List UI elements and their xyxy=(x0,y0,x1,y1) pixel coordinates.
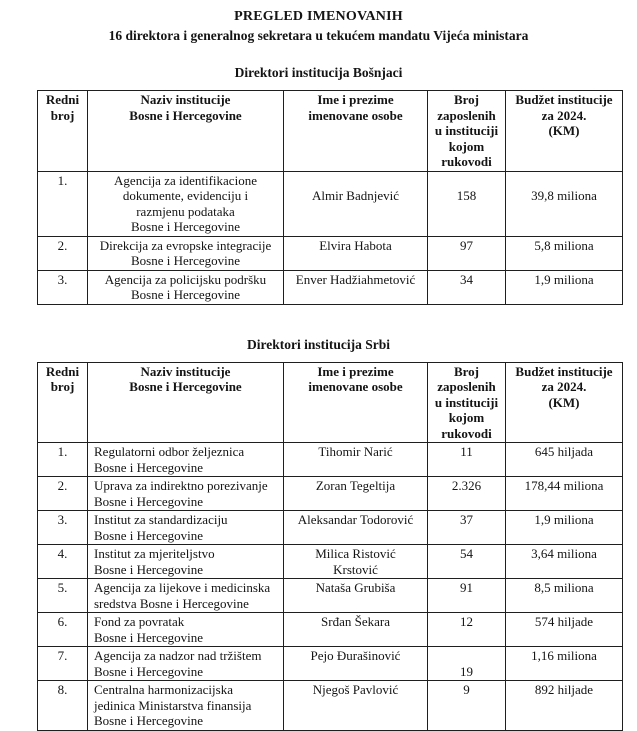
institution-cell: Institut za mjeriteljstvo Bosne i Hercegovine xyxy=(88,545,284,579)
employees-cell: 2.326 xyxy=(428,477,506,511)
row-number-cell: 5. xyxy=(38,579,88,613)
institution-cell: Direkcija za evropske integracije Bosne i Hercegovine xyxy=(88,236,284,270)
table-row xyxy=(38,236,623,270)
header-cell-redni-broj: Redni broj xyxy=(38,91,88,172)
institution-cell: Uprava za indirektno porezivanje Bosne i Hercegovine xyxy=(88,477,284,511)
table-row xyxy=(38,579,623,613)
employees-cell: 91 xyxy=(428,579,506,613)
table-row xyxy=(38,171,623,236)
person-cell: Aleksandar Todorović xyxy=(284,511,428,545)
institution-cell: Institut za standardizaciju Bosne i Hercegovine xyxy=(88,511,284,545)
header-row xyxy=(38,91,623,172)
header-cell-redni-broj: Redni broj xyxy=(38,362,88,443)
employees-cell: 34 xyxy=(428,270,506,304)
table-row xyxy=(38,443,623,477)
employees-cell: 9 xyxy=(428,681,506,731)
header-cell-budzet: Budžet institucije za 2024. (KM) xyxy=(506,91,623,172)
table-row xyxy=(38,545,623,579)
person-cell: Almir Badnjević xyxy=(284,171,428,236)
institution-cell: Agencija za identifikacione dokumente, evidenciju i razmjenu podataka Bosne i Hercegovine xyxy=(88,171,284,236)
row-number-cell: 1. xyxy=(38,443,88,477)
person-cell: Njegoš Pavlović xyxy=(284,681,428,731)
employees-cell: 37 xyxy=(428,511,506,545)
employees-cell: 19 xyxy=(428,647,506,681)
budget-cell: 39,8 miliona xyxy=(506,171,623,236)
header-cell-naziv-institucije: Naziv institucije Bosne i Hercegovine xyxy=(88,362,284,443)
employees-cell: 97 xyxy=(428,236,506,270)
budget-cell: 892 hiljade xyxy=(506,681,623,731)
row-number-cell: 2. xyxy=(38,236,88,270)
budget-cell: 178,44 miliona xyxy=(506,477,623,511)
table-row xyxy=(38,613,623,647)
person-cell: Pejo Đurašinović xyxy=(284,647,428,681)
table-row xyxy=(38,477,623,511)
person-cell: Zoran Tegeltija xyxy=(284,477,428,511)
row-number-cell: 8. xyxy=(38,681,88,731)
employees-cell: 158 xyxy=(428,171,506,236)
header-cell-budzet: Budžet institucije za 2024. (KM) xyxy=(506,362,623,443)
row-number-cell: 7. xyxy=(38,647,88,681)
header-cell-naziv-institucije: Naziv institucije Bosne i Hercegovine xyxy=(88,91,284,172)
table-row xyxy=(38,647,623,681)
budget-cell: 1,9 miliona xyxy=(506,511,623,545)
person-cell: Nataša Grubiša xyxy=(284,579,428,613)
header-cell-ime-prezime: Ime i prezime imenovane osobe xyxy=(284,91,428,172)
person-cell: Enver Hadžiahmetović xyxy=(284,270,428,304)
budget-cell: 1,9 miliona xyxy=(506,270,623,304)
row-number-cell: 2. xyxy=(38,477,88,511)
document-title: PREGLED IMENOVANIH xyxy=(234,9,403,24)
section-heading-srbi: Direktori institucija Srbi xyxy=(247,336,390,352)
budget-cell: 1,16 miliona xyxy=(506,647,623,681)
person-cell: Elvira Habota xyxy=(284,236,428,270)
institution-cell: Agencija za nadzor nad tržištem Bosne i Hercegovine xyxy=(88,647,284,681)
table-row xyxy=(38,681,623,731)
table-direktori-bosnjaci xyxy=(37,90,623,305)
institution-cell: Agencija za policijsku podršku Bosne i Hercegovine xyxy=(88,270,284,304)
employees-cell: 11 xyxy=(428,443,506,477)
institution-cell: Centralna harmonizacijska jedinica Ministarstva finansija Bosne i Hercegovine xyxy=(88,681,284,731)
header-cell-broj-zaposlenih: Broj zaposlenih u instituciji kojom rukovodi xyxy=(428,362,506,443)
row-number-cell: 4. xyxy=(38,545,88,579)
row-number-cell: 6. xyxy=(38,613,88,647)
table-row xyxy=(38,270,623,304)
person-cell: Milica Ristović Krstović xyxy=(284,545,428,579)
header-row xyxy=(38,362,623,443)
document-subtitle: 16 direktora i generalnog sekretara u tekućem mandatu Vijeća ministara xyxy=(108,28,529,43)
table-row xyxy=(38,511,623,545)
employees-cell: 54 xyxy=(428,545,506,579)
budget-cell: 574 hiljade xyxy=(506,613,623,647)
header-cell-ime-prezime: Ime i prezime imenovane osobe xyxy=(284,362,428,443)
budget-cell: 8,5 miliona xyxy=(506,579,623,613)
row-number-cell: 3. xyxy=(38,511,88,545)
institution-cell: Agencija za lijekove i medicinska sredstva Bosne i Hercegovine xyxy=(88,579,284,613)
row-number-cell: 1. xyxy=(38,171,88,236)
budget-cell: 5,8 miliona xyxy=(506,236,623,270)
budget-cell: 645 hiljada xyxy=(506,443,623,477)
person-cell: Srđan Šekara xyxy=(284,613,428,647)
row-number-cell: 3. xyxy=(38,270,88,304)
section-heading-bosnjaci: Direktori institucija Bošnjaci xyxy=(234,65,403,80)
person-cell: Tihomir Narić xyxy=(284,443,428,477)
institution-cell: Regulatorni odbor željeznica Bosne i Hercegovine xyxy=(88,443,284,477)
table-direktori-srbi xyxy=(37,362,623,731)
employees-cell: 12 xyxy=(428,613,506,647)
budget-cell: 3,64 miliona xyxy=(506,545,623,579)
institution-cell: Fond za povratak Bosne i Hercegovine xyxy=(88,613,284,647)
header-cell-broj-zaposlenih: Broj zaposlenih u instituciji kojom rukovodi xyxy=(428,91,506,172)
